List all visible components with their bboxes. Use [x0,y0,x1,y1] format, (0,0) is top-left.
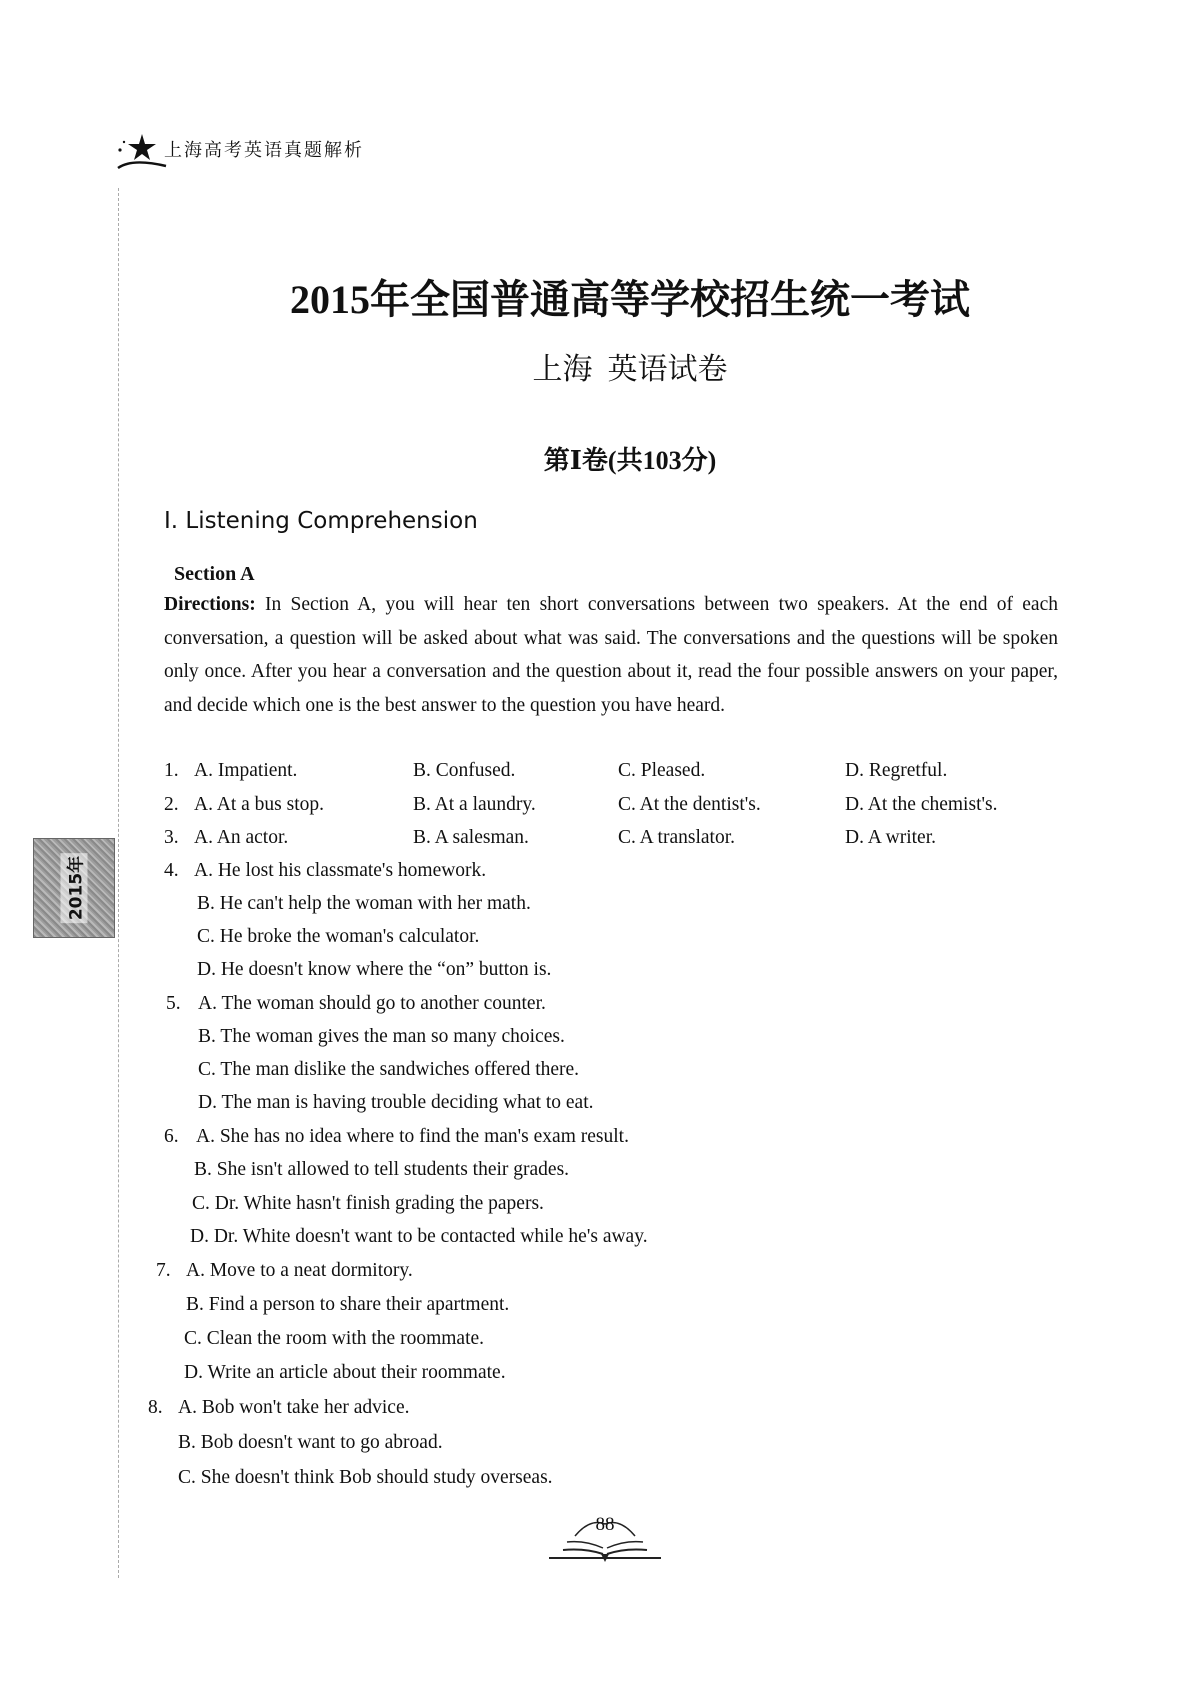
option-c: C. She doesn't think Bob should study overseas. [178,1467,553,1488]
side-tab-label: 2015年 [61,853,88,923]
option-a: A. She has no idea where to find the man's exam result. [196,1126,629,1147]
option-b: B. Find a person to share their apartment. [186,1294,510,1315]
option-c: C. Dr. White hasn't finish grading the papers. [192,1193,544,1214]
page-number: 88 [595,1514,615,1535]
binding-line [118,188,119,1578]
option-d: D. He doesn't know where the “on” button is. [197,959,552,980]
option-d: D. At the chemist's. [845,794,998,815]
option-a: A. He lost his classmate's homework. [194,860,487,881]
directions-text: In Section A, you will hear ten short conversations between two speakers. At the end of each conversation, a question will be asked about what was said. The conversations and the questions will be spoken only once. After you hear a conversation and the question about it, read the four possible answers on your paper, and decide which one is the best answer to the question you have heard. [164,594,1058,716]
question-number: 4. [164,860,179,881]
option-b: B. Bob doesn't want to go abroad. [178,1432,443,1453]
option-d: D. Write an article about their roommate. [184,1362,506,1383]
directions-paragraph [164,588,1058,722]
section-a-label: Section A [174,563,255,585]
section-heading: I. Listening Comprehension [164,508,478,534]
option-c: C. He broke the woman's calculator. [197,926,480,947]
option-b: B. A salesman. [413,827,529,848]
exam-title: 2015年全国普通高等学校招生统一考试 [290,277,970,322]
option-a: A. At a bus stop. [194,794,325,815]
series-title: 上海高考英语真题解析 [164,140,364,161]
page-number-block [545,1510,665,1565]
option-a: A. Move to a neat dormitory. [186,1260,413,1281]
question-number: 2. [164,794,179,815]
question-number: 5. [166,993,181,1014]
option-b: B. The woman gives the man so many choices. [198,1026,565,1047]
option-d: D. Dr. White doesn't want to be contacted while he's away. [190,1226,648,1247]
option-c: C. Clean the room with the roommate. [184,1328,485,1349]
option-d: D. The man is having trouble deciding what to eat. [198,1092,594,1113]
option-a: A. Impatient. [194,760,298,781]
option-c: C. At the dentist's. [618,794,761,815]
option-d: D. Regretful. [845,760,948,781]
question-number: 8. [148,1397,163,1418]
option-a: A. Bob won't take her advice. [178,1397,410,1418]
question-number: 6. [164,1126,179,1147]
series-header [112,128,442,178]
year-side-tab [33,838,115,938]
option-a: A. The woman should go to another counter. [198,993,546,1014]
option-c: C. A translator. [618,827,735,848]
option-b: B. Confused. [413,760,516,781]
option-b: B. She isn't allowed to tell students their grades. [194,1159,570,1180]
question-number: 7. [156,1260,171,1281]
star-swoosh-icon [112,128,172,178]
option-b: B. At a laundry. [413,794,536,815]
part-title: 第Ⅰ卷(共103分) [543,446,717,475]
question-number: 3. [164,827,179,848]
question-number: 1. [164,760,179,781]
option-c: C. Pleased. [618,760,706,781]
directions-label: Directions: [164,594,256,615]
exam-subtitle: 上海 英语试卷 [532,353,728,386]
option-d: D. A writer. [845,827,936,848]
option-a: A. An actor. [194,827,289,848]
option-c: C. The man dislike the sandwiches offered there. [198,1059,580,1080]
option-b: B. He can't help the woman with her math. [197,893,531,914]
